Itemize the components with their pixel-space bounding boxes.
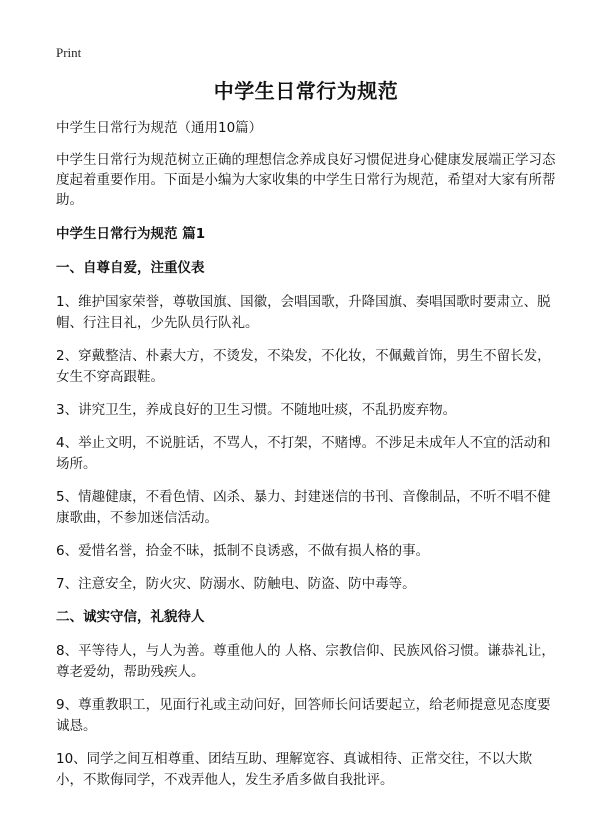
document-subtitle: 中学生日常行为规范（通用10篇）: [56, 120, 263, 136]
rule-item: 8、平等待人，与人为善。尊重他人的 人格、宗教信仰、民族风俗习惯。谦恭礼让，尊老爱幼，帮助残疾人。: [56, 643, 555, 680]
rule-item: 7、注意安全，防火灾、防溺水、防触电、防盗、防中毒等。: [56, 576, 416, 592]
page-title: 中学生日常行为规范: [213, 79, 399, 103]
rule-item: 9、尊重教职工，见面行礼或主动问好，回答师长问话要起立，给老师提意见态度要诚恳。: [56, 697, 551, 734]
rule-item: 4、举止文明，不说脏话，不骂人，不打架，不赌博。不涉足未成年人不宜的活动和场所。: [56, 435, 551, 472]
rule-item: 3、讲究卫生，养成良好的卫生习惯。不随地吐痰，不乱扔废弃物。: [56, 402, 457, 418]
rule-item: 10、同学之间互相尊重、团结互助、理解宽容、真诚相待、正常交往，不以大欺小，不欺侮同学，不戏弄他人，发生矛盾多做自我批评。: [56, 751, 533, 788]
rule-item: 1、维护国家荣誉，尊敬国旗、国徽，会唱国歌，升降国旗、奏唱国歌时要肃立、脱帽、行注目礼，少先队员行队礼。: [56, 294, 551, 331]
rule-item: 5、情趣健康，不看色情、凶杀、暴力、封建迷信的书刊、音像制品，不听不唱不健康歌曲，不参加迷信活动。: [56, 489, 551, 526]
group-heading-2: 二、诚实守信，礼貌待人: [56, 609, 205, 625]
section-heading: 中学生日常行为规范 篇1: [56, 226, 206, 242]
intro-paragraph: 中学生日常行为规范树立正确的理想信念养成良好习惯促进身心健康发展端正学习态度起着重要作用。下面是小编为大家收集的中学生日常行为规范，希望对大家有所帮助。: [56, 152, 556, 208]
document-body: [56, 78, 556, 803]
rule-item: 6、爱惜名誉，拾金不昧，抵制不良诱惑，不做有损人格的事。: [56, 543, 430, 559]
group-heading-1: 一、自尊自爱，注重仪表: [56, 260, 205, 276]
print-link[interactable]: Print: [56, 45, 82, 60]
rule-item: 2、穿戴整洁、朴素大方，不烫发，不染发，不化妆，不佩戴首饰，男生不留长发，女生不穿高跟鞋。: [56, 348, 551, 385]
